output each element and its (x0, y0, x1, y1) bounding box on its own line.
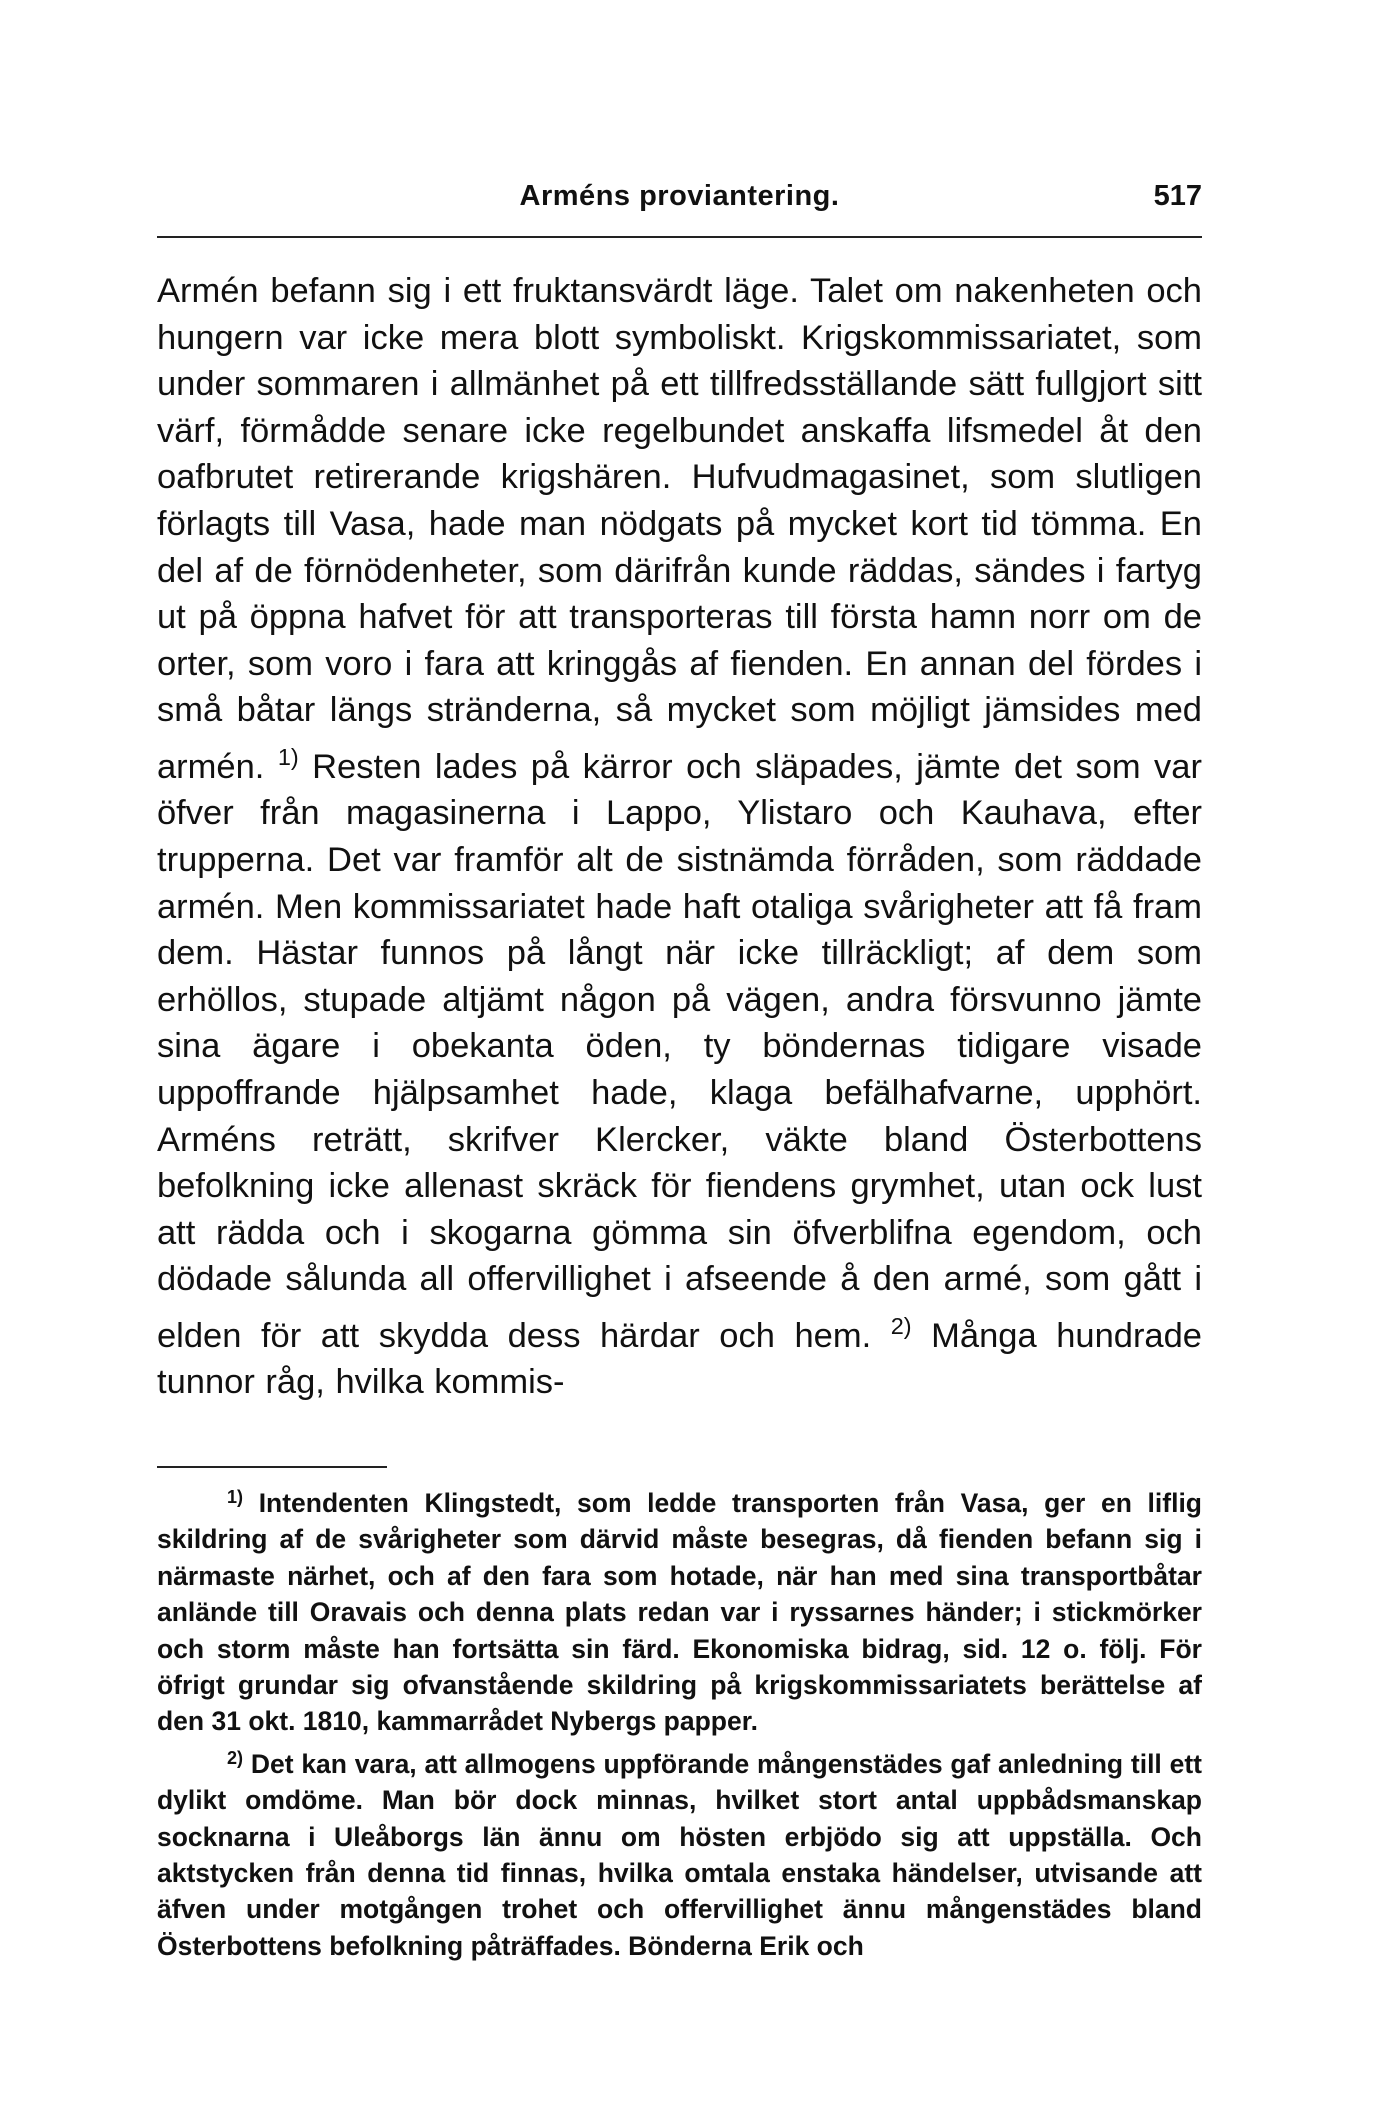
footnote-1 (157, 1479, 1202, 1740)
running-title: Arméns proviantering. (519, 180, 840, 212)
footnote-ref-1: 1) (277, 743, 299, 770)
page-header (157, 180, 1202, 230)
body-text-part-1: Armén befann sig i ett fruktansvärdt läge. Talet om nakenheten och hungern var icke mera blott symboliskt. Krigskommissariatet, som under sommaren i allmänhet på ett tillfredsställande sätt fullgjort sitt värf, förmådde senare icke regelbundet anskaffa lifsmedel åt den oafbrutet retirerande krigshären. Hufvudmagasinet, som slutligen förlagts till Vasa, hade man nödgats på mycket kort tid tömma. En del af de förnödenheter, som därifrån kunde räddas, sändes i fartyg ut på öppna hafvet för att transporteras till första hamn norr om de orter, som voro i fara att kringgås af fienden. En annan del fördes i små båtar längs stränderna, så mycket som möjligt jämsides med armén. (157, 272, 1202, 786)
footnotes (157, 1479, 1202, 1964)
page-number: 517 (1153, 180, 1202, 212)
body-text-part-2: Resten lades på kärror och släpades, jämte det som var öfver från magasinerna i Lappo, Ylistaro och Kauhava, efter trupperna. Det var framför alt de sistnämda förråden, som räddade armén. Men kommissariatet hade haft otaliga svårigheter att få fram dem. Hästar funnos på långt när icke tillräckligt; af dem som erhöllos, stupade altjämt någon på vägen, andra försvunno jämte sina ägare i obekanta öden, ty böndernas tidigare visade uppoffrande hjälpsamhet hade, klaga befälhafvarne, upphört. Arméns reträtt, skrifver Klercker, väkte bland Österbottens befolkning icke allenast skräck för fiendens grymhet, utan ock lust att rädda och i skogarna gömma sin öfverblifna egendom, och dödade sålunda all offervillighet i afseende å den armé, som gått i elden för att skydda dess härdar och hem. (157, 747, 1202, 1355)
body-text-part-3: Många hundrade tunnor råg, hvilka kommis- (157, 1316, 1202, 1402)
footnote-text-2: Det kan vara, att allmogens uppförande mångenstädes gaf anledning till ett dylikt omdöme. Man bör dock minnas, hvilket stort antal uppbådsmanskap socknarna i Uleåborgs län ännu om hösten erbjödo sig att uppställa. Och aktstycken från denna tid finnas, hvilka omtala enstaka händelser, utvisande att äfven under motgången trohet och offervillighet ännu mångenstädes bland Österbottens befolkning påträffades. Bönderna Erik och (157, 1748, 1202, 1961)
footnote-rule (157, 1466, 387, 1468)
footnote-2 (157, 1740, 1202, 1964)
footnote-mark-2: 2) (227, 1747, 244, 1768)
footnote-text-1: Intendenten Klingstedt, som ledde transporten från Vasa, ger en liflig skildring af de svårigheter som därvid måste besegras, då fienden befann sig i närmaste närhet, och af den fara som hotade, när han med sina transportbåtar anlände till Oravais och denna plats redan var i ryssarnes händer; i stickmörker och storm måste han fortsätta sin färd. Ekonomiska bidrag, sid. 12 o. följ. För öfrigt grundar sig ofvanstående skildring på krigskommissariatets berättelse af den 31 okt. 1810, kammarrådet Nybergs papper. (157, 1488, 1202, 1737)
body-paragraph (157, 268, 1202, 1406)
header-rule (157, 236, 1202, 238)
footnote-ref-2: 2) (890, 1312, 912, 1339)
footnote-mark-1: 1) (227, 1487, 244, 1507)
